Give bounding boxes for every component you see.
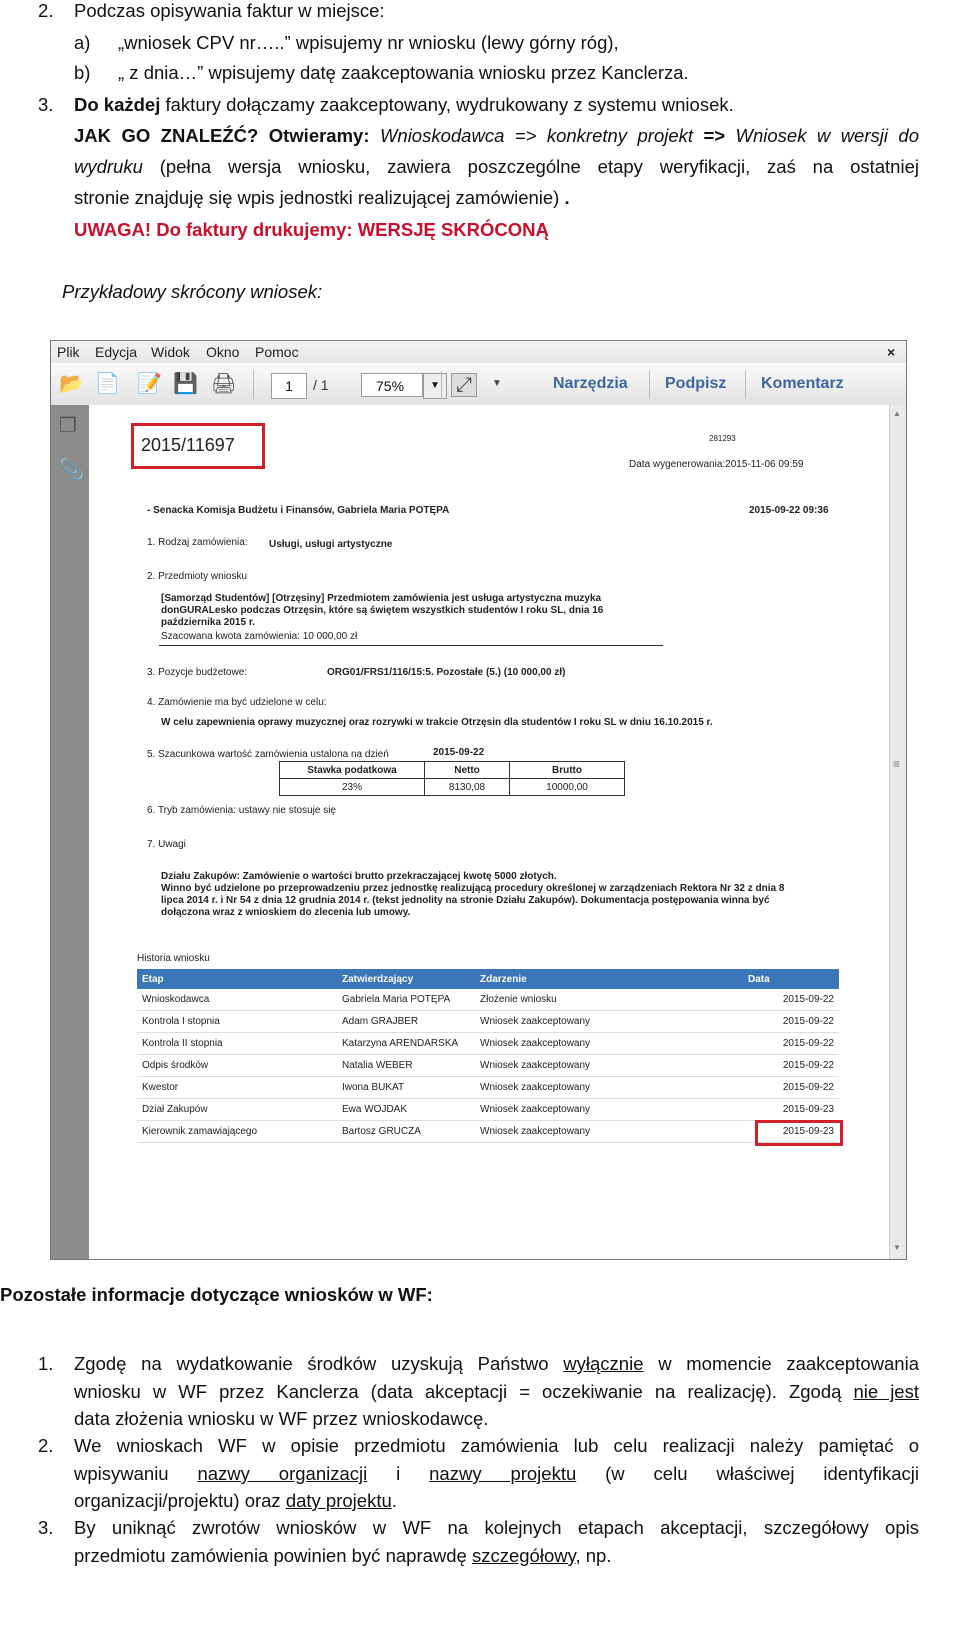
table-cell: 2015-09-23 xyxy=(743,1099,839,1121)
table-cell: Katarzyna ARENDARSKA xyxy=(337,1033,475,1055)
scroll-up-icon[interactable]: ▲ xyxy=(893,409,901,418)
table-cell: Złożenie wniosku xyxy=(475,989,743,1011)
how-to-find-line1 xyxy=(74,125,919,147)
sublist-item-text: „ z dnia…” wpisujemy datę zaakceptowania wniosku przez Kanclerza. xyxy=(118,62,689,83)
section-3-value: ORG01/FRS1/116/15:5. Pozostałe (5.) (10 000,00 zł) xyxy=(327,667,566,678)
table-header: Etap xyxy=(137,969,337,989)
table-header: Brutto xyxy=(510,762,625,779)
section-1-value: Usługi, usługi artystyczne xyxy=(269,539,393,550)
underlined-text: nazwy projektu xyxy=(429,1463,577,1484)
pages-icon[interactable]: ❐ xyxy=(59,415,77,437)
example-caption: Przykładowy skrócony wniosek: xyxy=(62,281,323,302)
info-2-line3 xyxy=(74,1490,397,1512)
list-item-text: Podczas opisywania faktur w miejsce: xyxy=(74,0,385,21)
table-row xyxy=(280,779,625,796)
table-row xyxy=(137,1011,839,1033)
table-cell: Natalia WEBER xyxy=(337,1055,475,1077)
table-cell: Kontrola I stopnia xyxy=(137,1011,337,1033)
close-icon[interactable]: × xyxy=(887,344,896,360)
table-row xyxy=(137,1121,839,1143)
table-cell: 2015-09-22 xyxy=(743,1033,839,1055)
info-3-line2 xyxy=(74,1545,611,1567)
section-7-line1: Działu Zakupów: Zamówienie o wartości brutto przekraczającej kwotę 5000 złotych. xyxy=(161,871,557,882)
table-cell: 2015-09-22 xyxy=(743,1011,839,1033)
sign-button[interactable]: Podpisz xyxy=(665,375,727,392)
section-5-date: 2015-09-22 xyxy=(433,747,485,758)
table-cell: 2015-09-22 xyxy=(743,989,839,1011)
section-2-label: 2. Przedmioty wniosku xyxy=(147,571,248,582)
italic-text: Wniosek w wersji do xyxy=(725,125,919,146)
section-5-label: 5. Szacunkowa wartość zamówienia ustalona na dzień xyxy=(147,749,389,760)
table-row xyxy=(137,1055,839,1077)
section-4-value: W celu zapewnienia oprawy muzycznej oraz rozrywki w trakcie Otrzęsin dla studentów I roku SL w dniu 16.10.2015 r. xyxy=(161,717,713,728)
section-4-label: 4. Zamówienie ma być udzielone w celu: xyxy=(147,697,327,708)
underlined-text: szczegółowy xyxy=(471,1545,576,1566)
text: wpisywaniu xyxy=(74,1463,198,1484)
bold-text: . xyxy=(559,187,570,208)
text: stronie znajduję się wpis jednostki realizującej zamówienie) xyxy=(74,187,560,208)
menu-item-plik[interactable]: Plik xyxy=(57,344,80,360)
italic-text: wydruku xyxy=(74,156,143,177)
underlined-text: wyłącznie xyxy=(563,1353,644,1374)
sublist-letter: b) xyxy=(74,62,91,83)
table-header-row xyxy=(137,969,839,989)
text: organizacji/projektu) oraz xyxy=(74,1490,286,1511)
sublist-letter: a) xyxy=(74,32,91,53)
menu-item-pomoc[interactable]: Pomoc xyxy=(255,344,299,360)
print-icon[interactable]: 🖨 xyxy=(211,373,237,395)
section-2-line3: października 2015 r. xyxy=(161,617,255,628)
toolbar xyxy=(51,363,906,406)
underlined-text: nie jest xyxy=(853,1381,919,1402)
list-number: 2. xyxy=(38,0,54,21)
table-header: Stawka podatkowa xyxy=(280,762,425,779)
text: (pełna wersja wniosku, zawiera poszczególne etapy weryfikacji, zaś na ostatniej xyxy=(142,156,919,177)
table-cell: Kwestor xyxy=(137,1077,337,1099)
tools-button[interactable]: Narzędzia xyxy=(553,375,628,392)
toolbar-separator xyxy=(649,371,650,399)
table-cell: 10000,00 xyxy=(510,779,625,796)
bold-text: JAK GO ZNALEŹĆ? Otwieramy: xyxy=(74,125,370,146)
history-table xyxy=(137,969,839,1143)
page-number-input[interactable]: 1 xyxy=(271,373,307,399)
table-row xyxy=(137,1099,839,1121)
edit-icon[interactable]: 📝 xyxy=(137,373,162,395)
highlight-date-box xyxy=(755,1120,843,1146)
table-cell: Adam GRAJBER xyxy=(337,1011,475,1033)
toolbar-separator xyxy=(441,371,442,399)
section-6: 6. Tryb zamówienia: ustawy nie stosuje się xyxy=(147,805,336,816)
info-2-line1: We wnioskach WF w opisie przedmiotu zamówienia lub celu realizacji należy pamiętać o xyxy=(74,1435,919,1456)
bold-text: => xyxy=(703,125,726,146)
table-cell: Wnioskodawca xyxy=(137,989,337,1011)
warning-text: UWAGA! Do faktury drukujemy: WERSJĘ SKRÓCONĄ xyxy=(74,219,549,240)
table-cell: 8130,08 xyxy=(425,779,510,796)
pdf-page xyxy=(89,405,889,1259)
how-to-find-line3 xyxy=(74,187,570,209)
table-header: Data xyxy=(743,969,839,989)
history-title: Historia wniosku xyxy=(137,953,210,964)
author-date: 2015-09-22 09:36 xyxy=(749,505,829,516)
table-cell: Kierownik zamawiającego xyxy=(137,1121,337,1143)
section-7-line4: dołączona wraz z wnioskiem do zlecenia lub umowy. xyxy=(161,907,411,918)
attachment-icon[interactable]: 📎 xyxy=(59,459,84,481)
table-cell: 23% xyxy=(280,779,425,796)
pdf-viewer xyxy=(50,340,907,1260)
underlined-text: daty projektu xyxy=(285,1490,392,1511)
table-cell: Kontrola II stopnia xyxy=(137,1033,337,1055)
table-cell: Wniosek zaakceptowany xyxy=(475,1033,743,1055)
left-panel xyxy=(51,405,89,1259)
section-7-label: 7. Uwagi xyxy=(147,839,186,850)
table-cell: Wniosek zaakceptowany xyxy=(475,1077,743,1099)
table-header: Netto xyxy=(425,762,510,779)
how-to-find-line2 xyxy=(74,156,919,178)
generated-date: Data wygenerowania:2015-11-06 09:59 xyxy=(629,459,804,470)
table-cell: Bartosz GRUCZA xyxy=(337,1121,475,1143)
menu-item-edycja[interactable]: Edycja xyxy=(95,344,138,360)
table-row xyxy=(280,762,625,779)
table-cell: Wniosek zaakceptowany xyxy=(475,1121,743,1143)
list-number: 3. xyxy=(38,94,54,115)
table-cell: Iwona BUKAT xyxy=(337,1077,475,1099)
comment-button[interactable]: Komentarz xyxy=(761,375,844,392)
divider xyxy=(159,645,663,646)
table-row xyxy=(137,1077,839,1099)
table-row xyxy=(137,989,839,1011)
table-cell: 2015-09-22 xyxy=(743,1077,839,1099)
text: . xyxy=(391,1490,397,1511)
application-number: 2015/11697 xyxy=(141,435,235,455)
scroll-grip-icon[interactable]: ≡ xyxy=(893,757,901,771)
scrollbar[interactable] xyxy=(889,405,906,1259)
save-icon[interactable]: 💾 xyxy=(173,373,198,395)
create-pdf-icon[interactable]: 📄 xyxy=(95,373,120,395)
section-2-line1: [Samorząd Studentów] [Otrzęsiny] Przedmiotem zamówienia jest usługa artystyczna muzyka xyxy=(161,593,602,604)
sublist-item-text: „wniosek CPV nr…..” wpisujemy nr wniosku (lewy górny róg), xyxy=(118,32,619,53)
italic-text: Wnioskodawca => konkretny projekt xyxy=(369,125,704,146)
list-number: 1. xyxy=(38,1353,54,1374)
section-1-label: 1. Rodzaj zamówienia: xyxy=(147,537,248,548)
text: faktury dołączamy zaakceptowany, wydrukowany z systemu wniosek. xyxy=(160,94,734,115)
page-total: / 1 xyxy=(313,377,329,393)
zoom-dropdown-arrow-icon[interactable]: ▼ xyxy=(423,373,447,399)
scroll-down-icon[interactable]: ▼ xyxy=(893,1243,901,1252)
menu-item-okno[interactable]: Okno xyxy=(206,344,240,360)
text: Zgodę na wydatkowanie środków uzyskują Państwo xyxy=(74,1353,564,1374)
table-row xyxy=(137,1033,839,1055)
table-cell: Wniosek zaakceptowany xyxy=(475,1011,743,1033)
section-2-amount: Szacowana kwota zamówienia: 10 000,00 zł xyxy=(161,631,358,642)
table-cell: Odpis środków xyxy=(137,1055,337,1077)
table-cell: Ewa WOJDAK xyxy=(337,1099,475,1121)
text: , np. xyxy=(575,1545,612,1566)
toolbar-separator xyxy=(745,371,746,399)
section-7-line2: Winno być udzielone po przeprowadzeniu przez jednostkę realizującą procedury określonej w zarządzeniach Rektora Nr 32 z dnia 8 xyxy=(161,883,785,894)
underlined-text: nazwy organizacji xyxy=(197,1463,368,1484)
text: wniosku w WF przez Kanclerza (data akceptacji = oczekiwanie na realizację). Zgodą xyxy=(74,1381,854,1402)
table-header: Zatwierdzający xyxy=(337,969,475,989)
bold-text: Do każdej xyxy=(74,94,161,115)
info-1-line2 xyxy=(74,1381,919,1403)
table-header: Zdarzenie xyxy=(475,969,743,989)
toolbar-separator xyxy=(253,371,254,399)
menu-bar xyxy=(51,341,906,363)
list-item-text xyxy=(74,94,734,116)
text: i xyxy=(367,1463,430,1484)
table-cell: Gabriela Maria POTĘPA xyxy=(337,989,475,1011)
table-cell: Wniosek zaakceptowany xyxy=(475,1099,743,1121)
application-code: 281293 xyxy=(709,434,736,443)
section-3-label: 3. Pozycje budżetowe: xyxy=(147,667,248,678)
list-number: 2. xyxy=(38,1435,54,1456)
text: (w celu właściwej identyfikacji xyxy=(576,1463,919,1484)
section-heading: Pozostałe informacje dotyczące wniosków w WF: xyxy=(0,1284,433,1305)
zoom-input[interactable]: 75% xyxy=(361,373,423,397)
open-folder-icon[interactable]: 📂 xyxy=(59,373,84,395)
more-tools-arrow-icon[interactable]: ▼ xyxy=(492,378,502,389)
section-2-line2: donGURALesko podczas Otrzęsin, które są świętem wszystkich studentów I roku SL, dnia 16 xyxy=(161,605,604,616)
info-1-line1 xyxy=(74,1353,919,1375)
list-number: 3. xyxy=(38,1517,54,1538)
table-cell: Wniosek zaakceptowany xyxy=(475,1055,743,1077)
info-3-line1: By uniknąć zwrotów wniosków w WF na kolejnych etapach akceptacji, szczegółowy opis xyxy=(74,1517,919,1538)
fit-page-icon[interactable]: ⤢ xyxy=(451,373,477,397)
section-7-line3: lipca 2014 r. i Nr 54 z dnia 12 grudnia 2014 r. (tekst jednolity na stronie Działu Zakupów). Dokumentacja postępowania winna być xyxy=(161,895,770,906)
table-cell: 2015-09-23 xyxy=(743,1121,839,1143)
author: - Senacka Komisja Budżetu i Finansów, Gabriela Maria POTĘPA xyxy=(147,505,450,516)
text: przedmiotu zamówienia powinien być naprawdę xyxy=(74,1545,472,1566)
info-1-line3: data złożenia wniosku w WF przez wnioskodawcę. xyxy=(74,1408,489,1429)
info-2-line2 xyxy=(74,1463,919,1485)
menu-item-widok[interactable]: Widok xyxy=(151,344,190,360)
table-cell: Dział Zakupów xyxy=(137,1099,337,1121)
text: w momencie zaakceptowania xyxy=(643,1353,919,1374)
table-cell: 2015-09-22 xyxy=(743,1055,839,1077)
vat-table xyxy=(279,761,625,796)
